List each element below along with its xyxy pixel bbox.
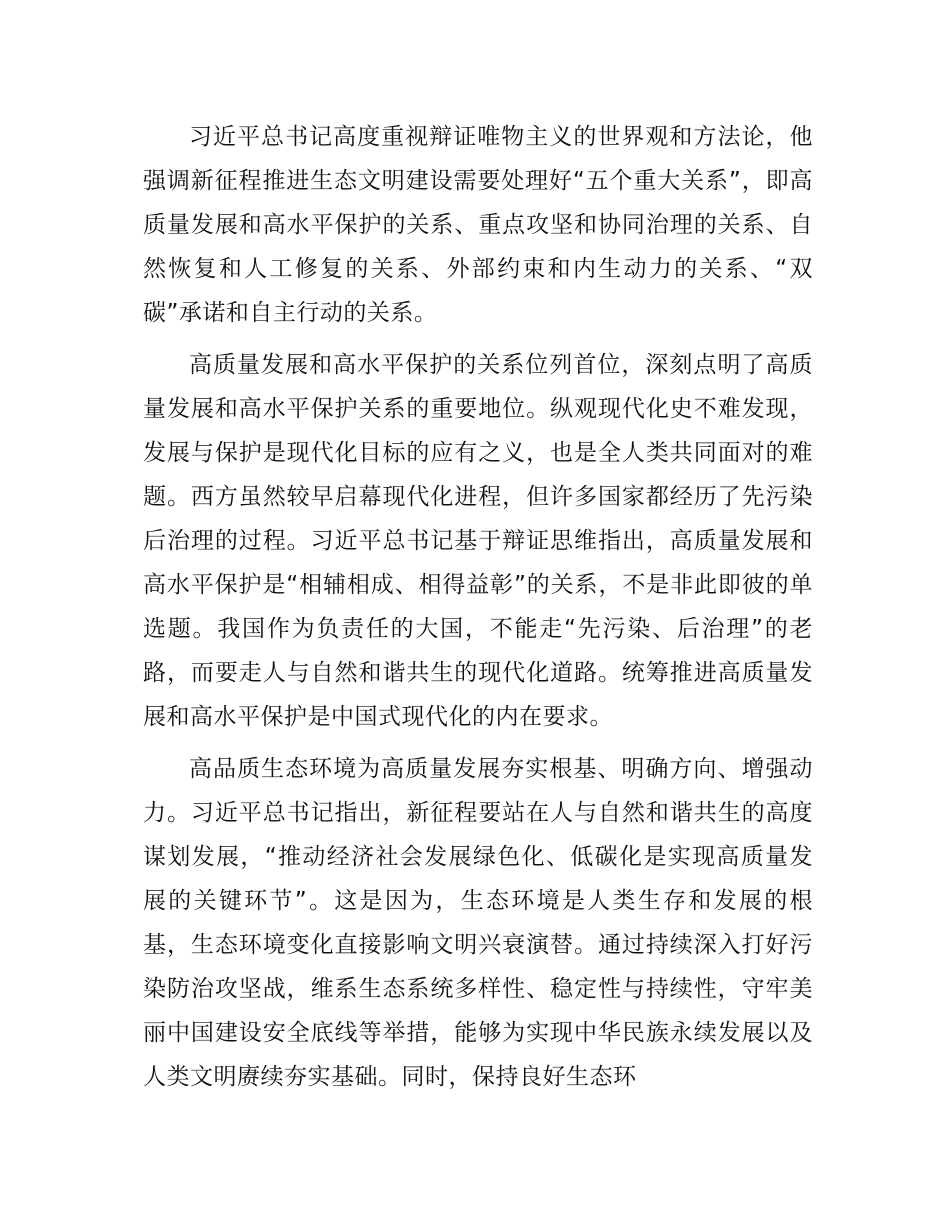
paragraph-1: 习近平总书记高度重视辩证唯物主义的世界观和方法论，他强调新征程推进生态文明建设需要处理好“五个重大关系”，即高质量发展和高水平保护的关系、重点攻坚和协同治理的关系、自然恢复和人工修复的关系、外部约束和内生动力的关系、“双碳”承诺和自主行动的关系。 bbox=[143, 124, 813, 326]
paragraph-2: 高质量发展和高水平保护的关系位列首位，深刻点明了高质量发展和高水平保护关系的重要地位。纵观现代化史不难发现，发展与保护是现代化目标的应有之义，也是全人类共同面对的难题。西方虽然较早启幕现代化进程，但许多国家都经历了先污染后治理的过程。习近平总书记基于辩证思维指出，高质量发展和高水平保护是“相辅相成、相得益彰”的关系，不是非此即彼的单选题。我国作为负责任的大国，不能走“先污染、后治理”的老路，而要走人与自然和谐共生的现代化道路。统筹推进高质量发展和高水平保护是中国式现代化的内在要求。 bbox=[143, 352, 813, 730]
paragraph-3: 高品质生态环境为高质量发展夯实根基、明确方向、增强动力。习近平总书记指出，新征程要站在人与自然和谐共生的高度谋划发展，“推动经济社会发展绿色化、低碳化是实现高质量发展的关键环节”。这是因为，生态环境是人类生存和发展的根基，生态环境变化直接影响文明兴衰演替。通过持续深入打好污染防治攻坚战，维系生态系统多样性、稳定性与持续性，守牢美丽中国建设安全底线等举措，能够为实现中华民族永续发展以及人类文明赓续夯实基础。同时，保持良好生态环 bbox=[143, 756, 813, 1090]
document-body bbox=[143, 115, 813, 1107]
